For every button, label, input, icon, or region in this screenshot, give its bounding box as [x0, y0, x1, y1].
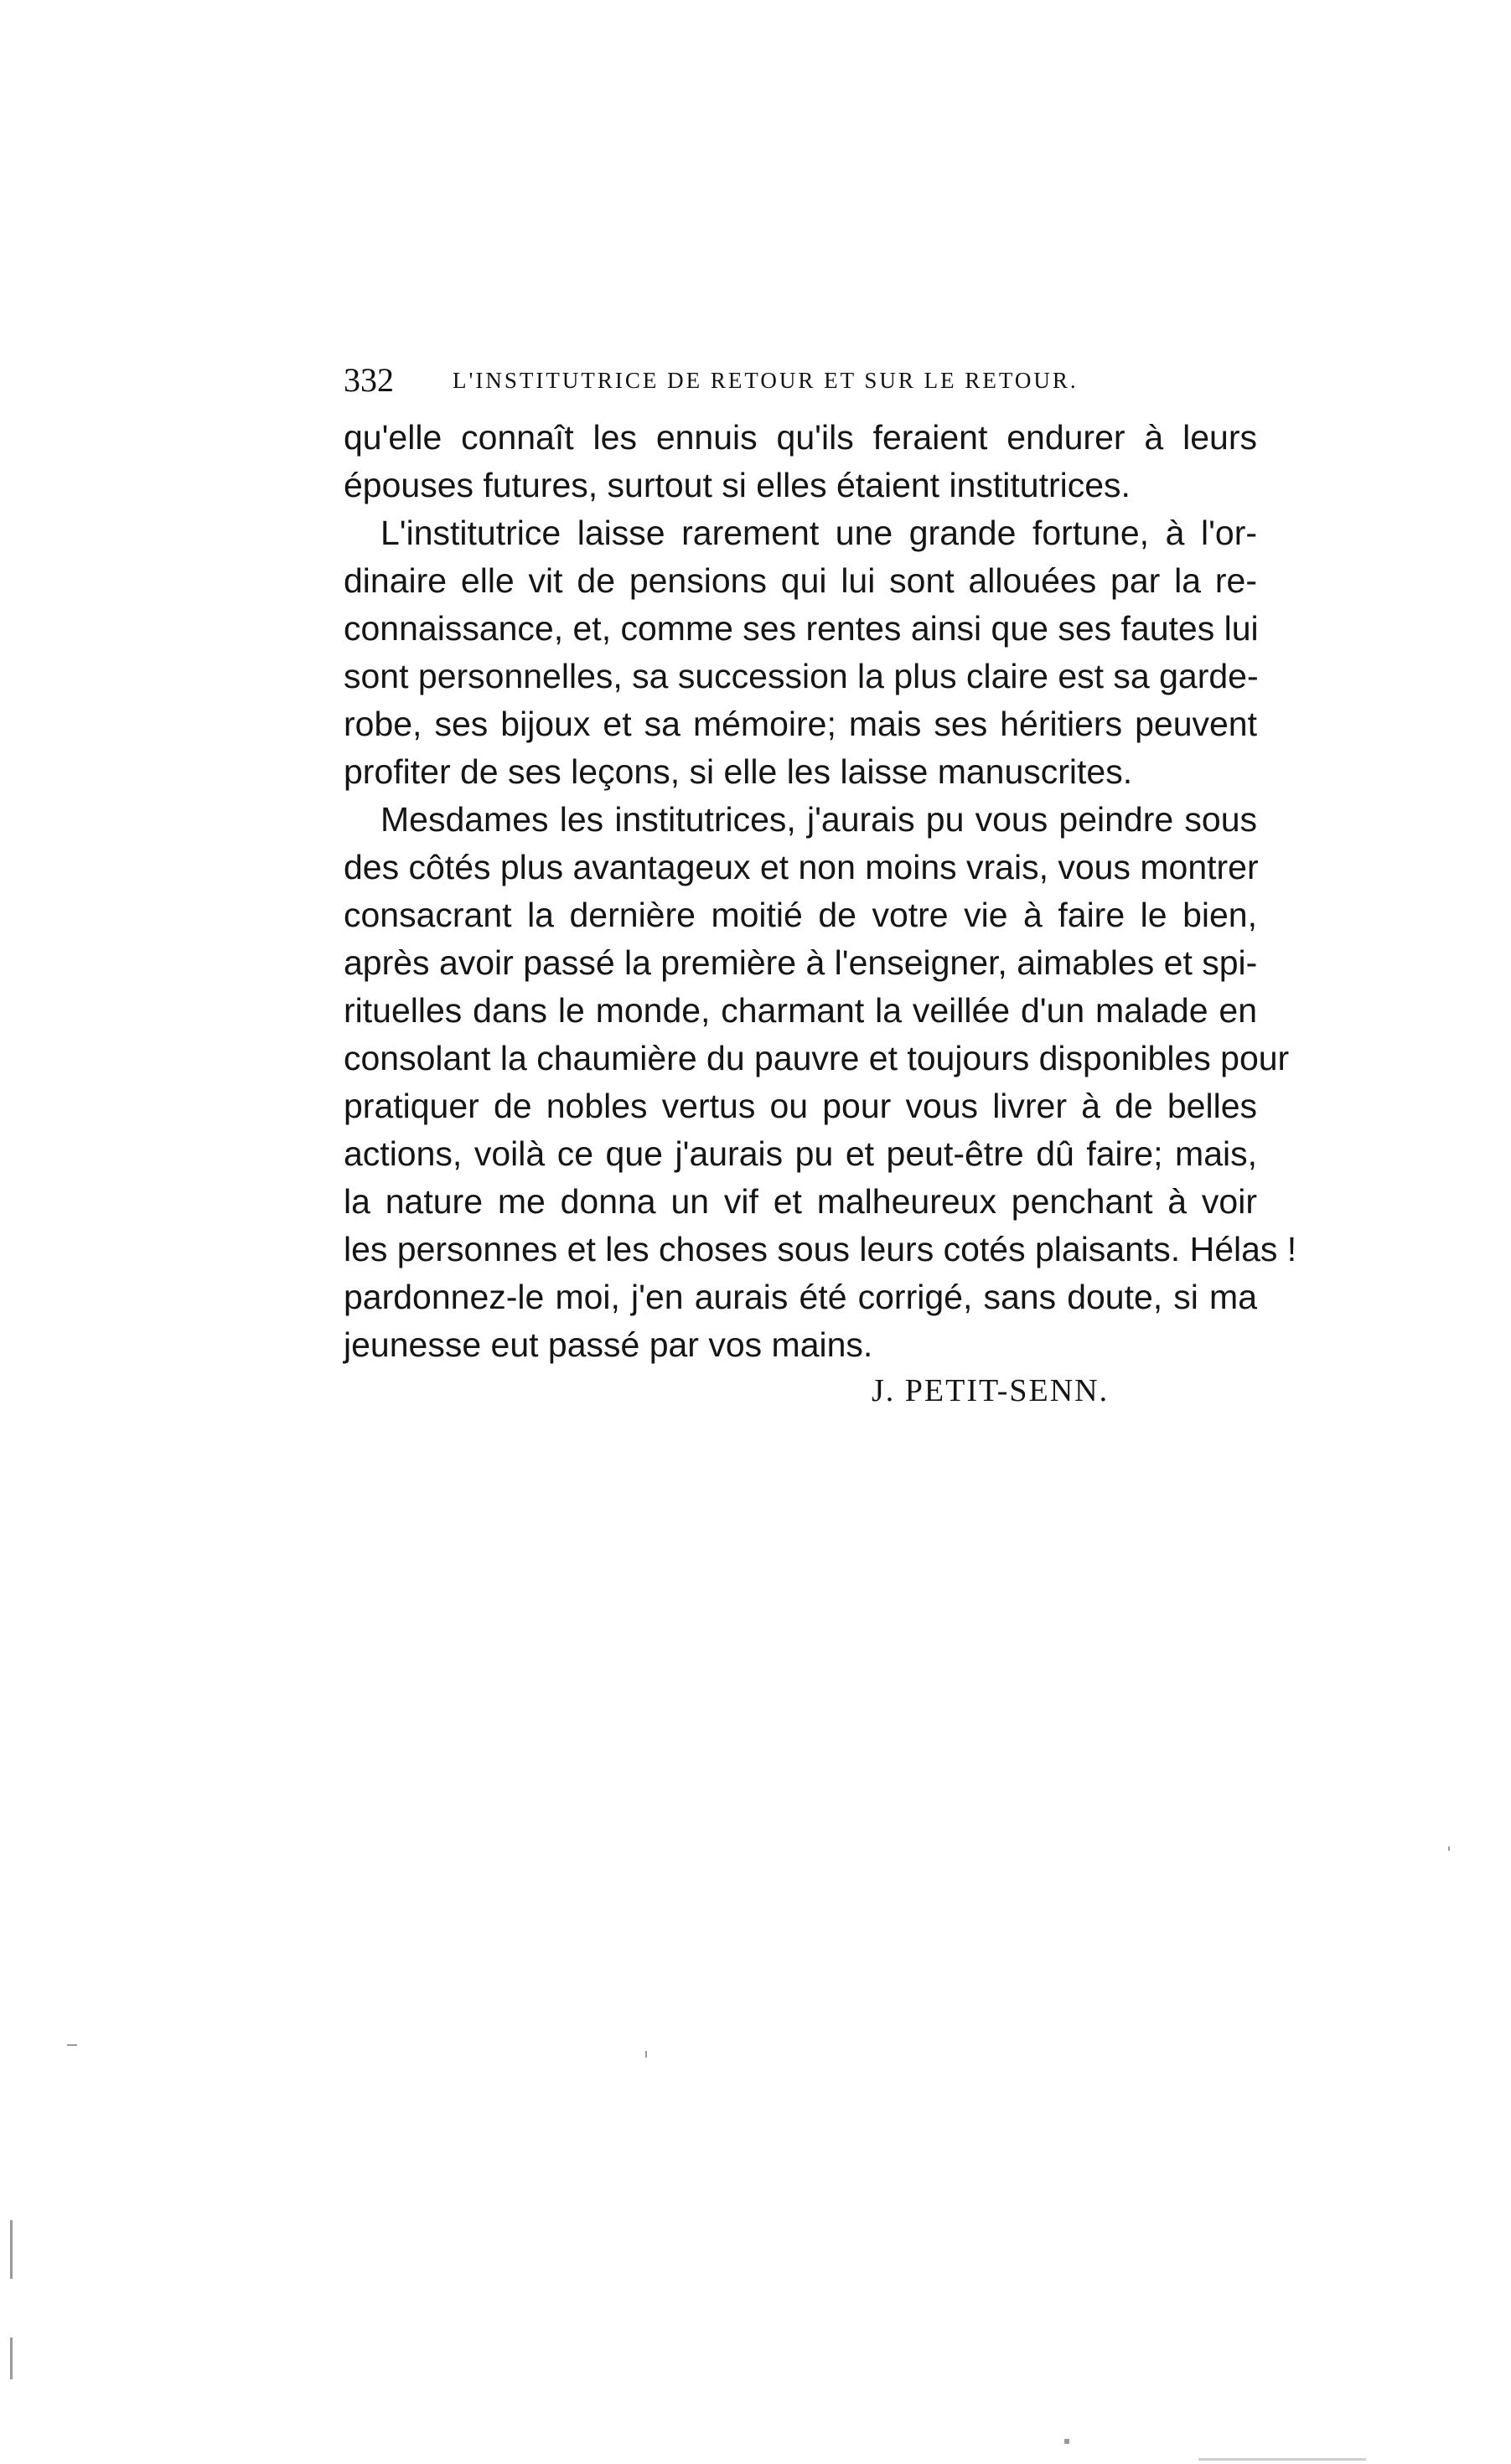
text-line: la nature me donna un vif et malheureux penchant à voir — [344, 1182, 1257, 1221]
text-line: jeunesse eut passé par vos mains. — [344, 1325, 873, 1364]
text-line: dinaire elle vit de pensions qui lui sont allouées par la re- — [344, 561, 1257, 600]
text-line: actions, voilà ce que j'aurais pu et peut-être dû faire; mais, — [344, 1134, 1257, 1173]
text-line: pratiquer de nobles vertus ou pour vous livrer à de belles — [344, 1087, 1257, 1125]
text-line: pardonnez-le moi, j'en aurais été corrigé, sans doute, si ma — [344, 1278, 1257, 1316]
text-line: après avoir passé la première à l'enseigner, aimables et spi- — [344, 943, 1258, 982]
body-text — [344, 414, 1297, 1369]
text-line: les personnes et les choses sous leurs cotés plaisants. Hélas ! — [344, 1230, 1297, 1268]
text-line: connaissance, et, comme ses rentes ainsi que ses fautes lui — [344, 609, 1259, 648]
author-signature: J. PETIT-SENN. — [872, 1373, 1110, 1408]
scan-speck — [10, 2337, 13, 2379]
scan-speck — [67, 2044, 77, 2046]
scan-speck — [1448, 1847, 1450, 1851]
running-title: L'INSTITUTRICE DE RETOUR ET SUR LE RETOUR. — [453, 368, 1079, 393]
scan-speck — [1064, 2439, 1069, 2444]
page-number: 332 — [344, 361, 394, 399]
text-line: L'institutrice laisse rarement une grande fortune, à l'or- — [380, 514, 1257, 552]
text-line: des côtés plus avantageux et non moins vrais, vous montrer — [344, 848, 1259, 886]
text-line: rituelles dans le monde, charmant la veillée d'un malade en — [344, 991, 1257, 1030]
text-line: robe, ses bijoux et sa mémoire; mais ses héritiers peuvent — [344, 705, 1257, 743]
text-line: consolant la chaumière du pauvre et toujours disponibles pour — [344, 1039, 1290, 1077]
text-line: sont personnelles, sa succession la plus claire est sa garde- — [344, 657, 1259, 695]
text-line: épouses futures, surtout si elles étaient institutrices. — [344, 466, 1131, 504]
text-line: qu'elle connaît les ennuis qu'ils feraient endurer à leurs — [344, 418, 1257, 457]
text-line: Mesdames les institutrices, j'aurais pu vous peindre sous — [380, 800, 1257, 839]
scan-speck — [10, 2220, 13, 2279]
text-line: profiter de ses leçons, si elle les laisse manuscrites. — [344, 752, 1133, 791]
page-header — [344, 355, 1257, 406]
scan-speck — [1198, 2458, 1366, 2461]
scan-speck — [645, 2051, 647, 2058]
text-line: consacrant la dernière moitié de votre vie à faire le bien, — [344, 896, 1257, 934]
